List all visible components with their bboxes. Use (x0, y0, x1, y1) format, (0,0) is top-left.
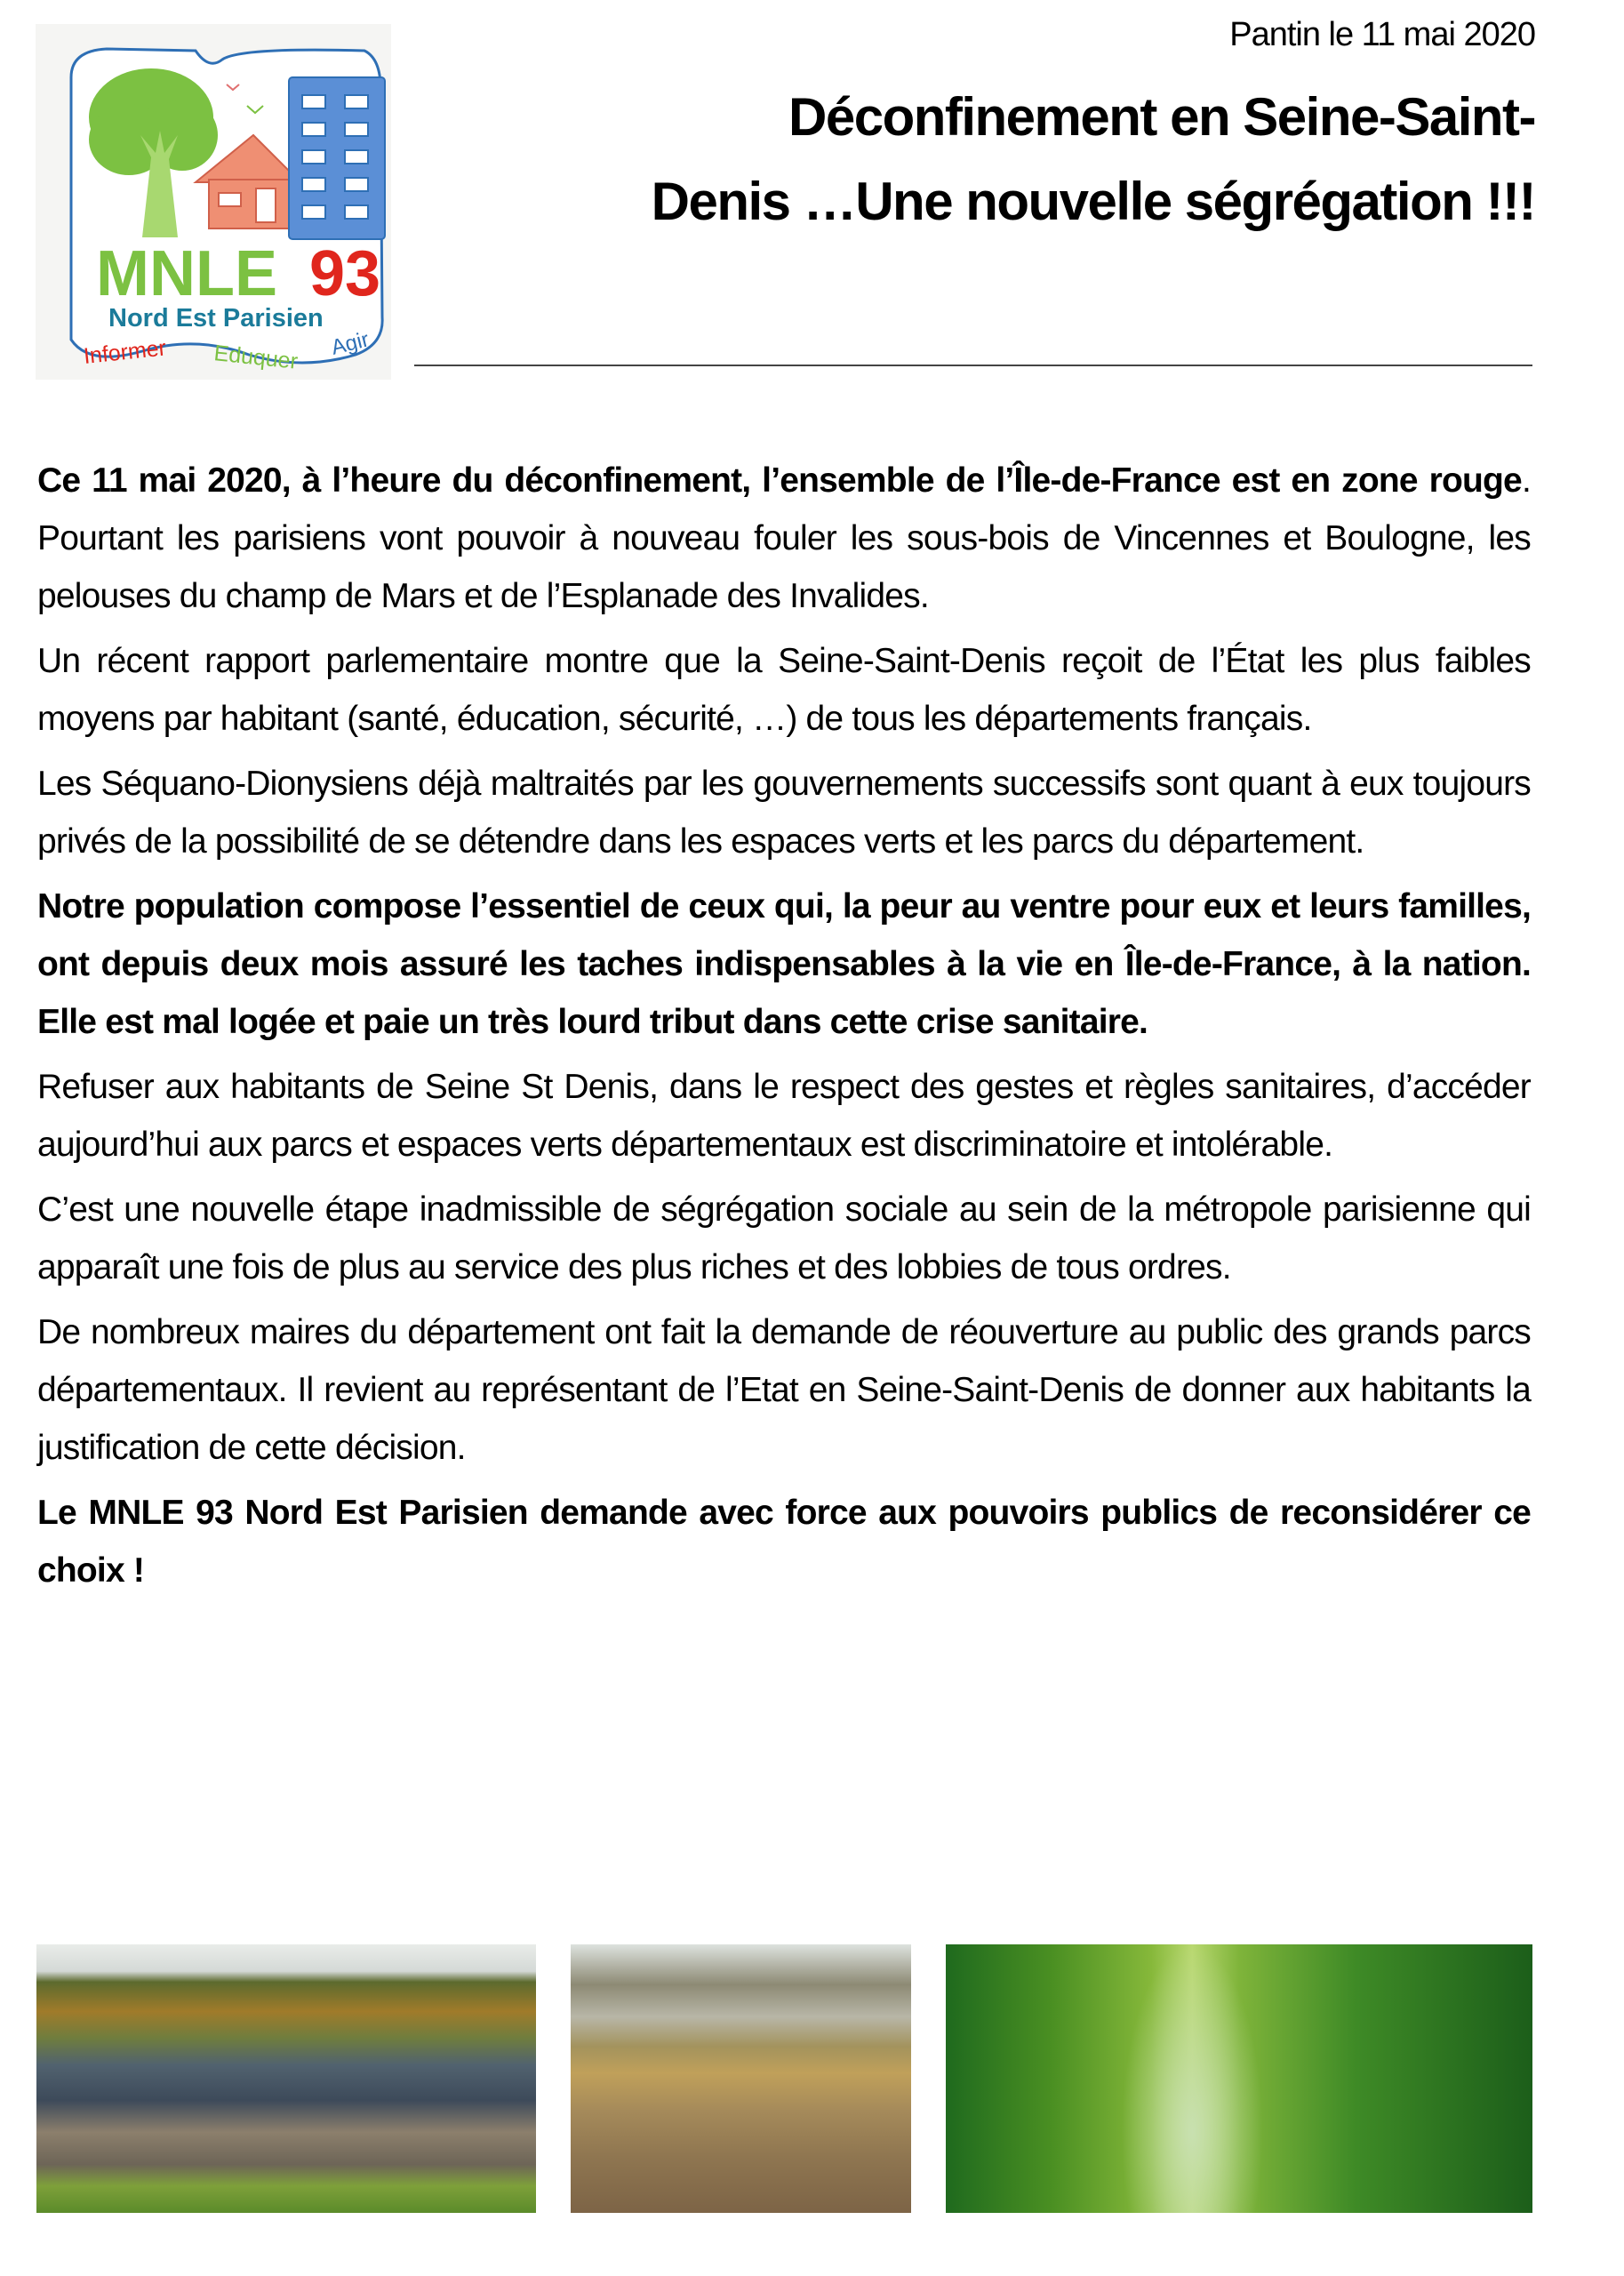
document-title (424, 75, 1535, 244)
logo-motto-informer: Informer (82, 335, 168, 369)
logo-motto-agir: Agir (328, 327, 372, 360)
logo-mnle-text: MNLE (96, 238, 277, 309)
document-body (37, 452, 1531, 1607)
logo-number-text: 93 (309, 238, 381, 309)
paragraph-4: Notre population compose l’essentiel de ceux qui, la peur au ventre pour eux et leurs familles, ont depuis deux mois assuré les taches indispensables à la vie en Île-de-France, à la nation. Elle est mal logée et paie un très lourd tribut dans cette crise sanitaire. (37, 887, 1531, 1041)
mnle93-logo (36, 24, 391, 380)
paragraph-5: Refuser aux habitants de Seine St Denis, dans le respect des gestes et règles sanitaires, d’accéder aujourd’hui aux parcs et espaces verts départementaux est discriminatoire et intolérable. (37, 1068, 1531, 1164)
title-line-2: Denis …Une nouvelle ségrégation !!! (651, 172, 1535, 231)
paragraph-1 (37, 452, 1531, 625)
title-line-1: Déconfinement en Seine-Saint- (788, 87, 1535, 147)
header-divider (414, 365, 1532, 366)
paragraph-2: Un récent rapport parlementaire montre que la Seine-Saint-Denis reçoit de l’État les plus faibles moyens par habitant (santé, éducation, sécurité, …) de tous les départements français. (37, 642, 1531, 738)
paragraph-8-call-to-action: Le MNLE 93 Nord Est Parisien demande avec force aux pouvoirs publics de reconsidérer ce choix ! (37, 1494, 1531, 1590)
paragraph-1-rest: . Pourtant les parisiens vont pouvoir à nouveau fouler les sous-bois de Vincennes et Boulogne, les pelouses du champ de Mars et de l’Esplanade des Invalides. (37, 461, 1531, 615)
reeds-pond-photo (571, 1944, 911, 2213)
forest-path-photo (946, 1944, 1532, 2213)
logo-motto-eduquer: Eduquer (212, 341, 300, 374)
document-date: Pantin le 11 mai 2020 (1229, 16, 1535, 53)
logo-subtitle: Nord Est Parisien (108, 304, 324, 333)
paragraph-1-bold: Ce 11 mai 2020, à l’heure du déconfinement, l’ensemble de l’Île-de-France est en zone rouge (37, 461, 1522, 500)
photo-strip (0, 1944, 1624, 2213)
park-lake-photo (36, 1944, 536, 2213)
paragraph-6: C’est une nouvelle étape inadmissible de ségrégation sociale au sein de la métropole parisienne qui apparaît une fois de plus au service des plus riches et des lobbies de tous ordres. (37, 1190, 1531, 1286)
paragraph-7: De nombreux maires du département ont fait la demande de réouverture au public des grands parcs départementaux. Il revient au représentant de l’Etat en Seine-Saint-Denis de donner aux habitants la justification de cette décision. (37, 1313, 1531, 1467)
paragraph-3: Les Séquano-Dionysiens déjà maltraités par les gouvernements successifs sont quant à eux toujours privés de la possibilité de se détendre dans les espaces verts et les parcs du département. (37, 765, 1531, 861)
